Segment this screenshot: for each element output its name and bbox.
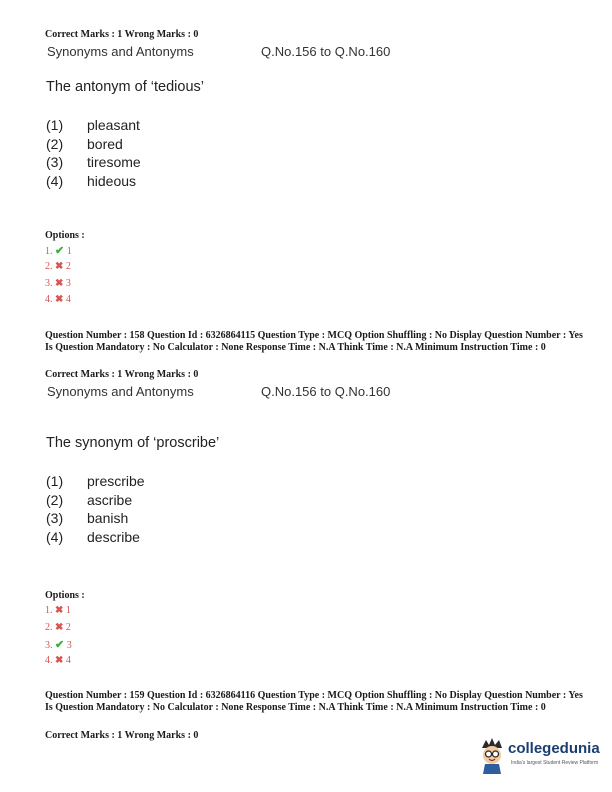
option-number: 4. — [45, 294, 53, 305]
option-item — [45, 605, 71, 617]
question-meta: Question Number : 159 Question Id : 6326864116 Question Type : MCQ Option Shuffling : No Display Question Number : Yes Is Question Mandatory : No Calculator : None Response Time : N.A Think Time : N.A Minimum Instruction Time : 0 — [45, 690, 583, 713]
question-range: Q.No.156 to Q.No.160 — [261, 384, 391, 399]
cross-icon: ✖ — [55, 278, 64, 289]
choice-item — [46, 492, 246, 510]
options-label: Options : — [45, 590, 85, 601]
choice-number: (3) — [46, 154, 64, 170]
question-meta: Question Number : 158 Question Id : 6326864115 Question Type : MCQ Option Shuffling : No Display Question Number : Yes Is Question Mandatory : No Calculator : None Response Time : N.A Think Time : N.A Minimum Instruction Time : 0 — [45, 330, 583, 353]
option-value: 1 — [66, 246, 72, 257]
option-item — [45, 278, 71, 290]
option-number: 3. — [45, 278, 53, 289]
option-item — [45, 294, 71, 306]
option-number: 2. — [45, 261, 53, 272]
option-item — [45, 245, 72, 258]
option-item — [45, 655, 71, 667]
logo-name: collegedunia — [508, 740, 600, 757]
option-value: 3 — [65, 278, 71, 289]
option-value: 4 — [65, 655, 71, 666]
option-value: 1 — [65, 605, 71, 616]
choice-number: (2) — [46, 492, 64, 508]
cross-icon: ✖ — [55, 261, 64, 272]
choice-text: banish — [87, 510, 129, 526]
marks-line: Correct Marks : 1 Wrong Marks : 0 — [45, 730, 199, 741]
question-text: The antonym of ‘tedious’ — [46, 79, 204, 95]
question-range: Q.No.156 to Q.No.160 — [261, 44, 391, 59]
choice-number: (4) — [46, 173, 64, 189]
option-item — [45, 622, 71, 634]
option-number: 1. — [45, 246, 53, 257]
option-item — [45, 639, 72, 652]
option-number: 2. — [45, 622, 53, 633]
cross-icon: ✖ — [55, 605, 64, 616]
options-label: Options : — [45, 230, 85, 241]
choice-item — [46, 173, 246, 191]
choice-text: bored — [87, 136, 123, 152]
choice-item — [46, 154, 246, 172]
option-value: 2 — [65, 622, 71, 633]
logo-tagline: India's largest Student Review Platform — [511, 760, 599, 766]
choice-item — [46, 136, 246, 154]
check-icon: ✔ — [55, 639, 65, 651]
option-value: 2 — [65, 261, 71, 272]
choice-number: (1) — [46, 117, 64, 133]
option-number: 4. — [45, 655, 53, 666]
option-value: 4 — [65, 294, 71, 305]
option-number: 3. — [45, 640, 53, 651]
marks-line: Correct Marks : 1 Wrong Marks : 0 — [45, 369, 199, 380]
choice-number: (2) — [46, 136, 64, 152]
choice-text: ascribe — [87, 492, 133, 508]
choice-text: pleasant — [87, 117, 140, 133]
cross-icon: ✖ — [55, 294, 64, 305]
collegedunia-logo — [478, 736, 608, 780]
choice-text: prescribe — [87, 473, 145, 489]
question-text: The synonym of ‘proscribe’ — [46, 435, 220, 451]
option-item — [45, 261, 71, 273]
cross-icon: ✖ — [55, 655, 64, 666]
choice-text: describe — [87, 529, 140, 545]
choice-item — [46, 117, 246, 135]
option-number: 1. — [45, 605, 53, 616]
mascot-icon — [478, 736, 506, 776]
choice-text: tiresome — [87, 154, 141, 170]
choice-item — [46, 510, 246, 528]
choice-item — [46, 473, 246, 491]
check-icon: ✔ — [55, 245, 65, 257]
choice-number: (1) — [46, 473, 64, 489]
choice-number: (4) — [46, 529, 64, 545]
marks-line: Correct Marks : 1 Wrong Marks : 0 — [45, 29, 199, 40]
cross-icon: ✖ — [55, 622, 64, 633]
choice-text: hideous — [87, 173, 137, 189]
option-value: 3 — [66, 640, 72, 651]
section-name: Synonyms and Antonyms — [47, 384, 194, 399]
choice-item — [46, 529, 246, 547]
section-name: Synonyms and Antonyms — [47, 44, 194, 59]
choice-number: (3) — [46, 510, 64, 526]
